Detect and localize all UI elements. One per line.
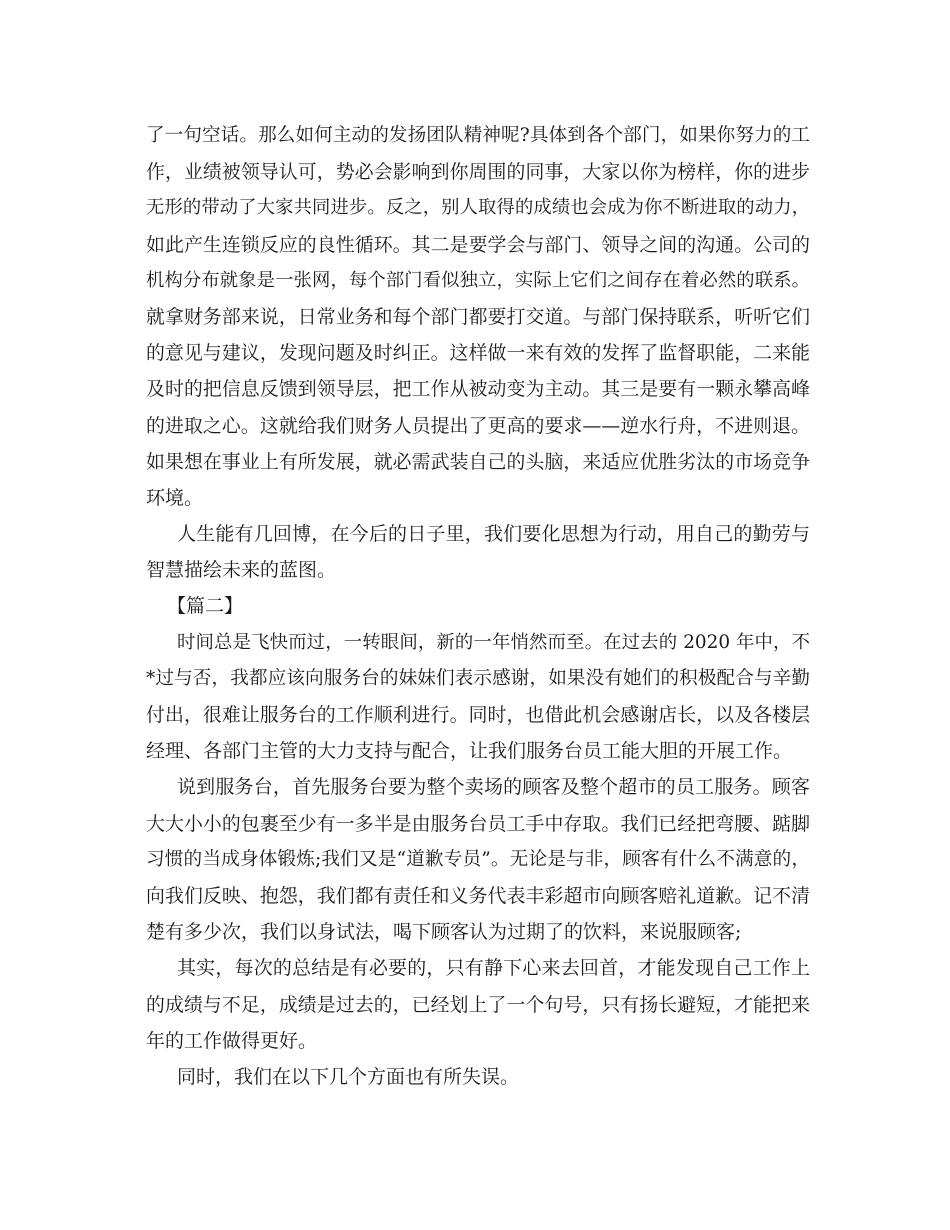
section-heading: 【篇二】: [167, 595, 244, 618]
text-line: 付出，很难让服务台的工作顺利进行。同时，也借此机会感谢店长，以及各楼层: [146, 704, 810, 726]
text-line: 如此产生连锁反应的良性循环。其二是要学会与部门、领导之间的沟通。公司的: [146, 233, 810, 256]
text-line: 经理、各部门主管的大力支持与配合，让我们服务台员工能大胆的开展工作。: [146, 740, 793, 763]
paragraph-first-line: 同时，我们在以下几个方面也有所失误。: [177, 1065, 520, 1088]
text-line: 的成绩与不足，成绩是过去的，已经划上了一个句号，只有扬长避短，才能把来: [146, 993, 810, 1016]
text-line: 的意见与建议，发现问题及时纠正。这样做一来有效的发挥了监督职能，二来能: [146, 342, 810, 365]
paragraph-first-line: 其实，每次的总结是有必要的，只有静下心来去回首，才能发现自己工作上: [177, 957, 810, 980]
paragraph-first-line: 说到服务台，首先服务台要为整个卖场的顾客及整个超市的员工服务。顾客: [177, 776, 810, 799]
text-line: 无形的带动了大家共同进步。反之，别人取得的成绩也会成为你不断进取的动力，: [146, 197, 810, 219]
text-line: 环境。: [146, 486, 204, 509]
text-line: 大大小小的包裹至少有一多半是由服务台员工手中存取。我们已经把弯腰、踮脚: [146, 812, 810, 835]
paragraph-first-line: 人生能有几回博，在今后的日子里，我们要化思想为行动，用自己的勤劳与: [177, 523, 810, 546]
text-line: 机构分布就象是一张网，每个部门看似独立，实际上它们之间存在着必然的联系。: [146, 269, 810, 291]
text-line: 向我们反映、抱怨，我们都有责任和义务代表丰彩超市向顾客赔礼道歉。记不清: [146, 884, 810, 907]
text-line: 年的工作做得更好。: [146, 1029, 318, 1052]
paragraph-first-line: 时间总是飞快而过，一转眼间，新的一年悄然而至。在过去的 2020 年中，不: [177, 631, 810, 653]
text-line: 了一句空话。那么如何主动的发扬团队精神呢?具体到各个部门，如果你努力的工: [146, 125, 810, 146]
text-line: 楚有多少次，我们以身试法，喝下顾客认为过期了的饮料，来说服顾客;: [146, 921, 742, 944]
text-line: 习惯的当成身体锻炼;我们又是“道歉专员”。无论是与非，顾客有什么不满意的，: [146, 848, 810, 870]
text-line: 的进取之心。这就给我们财务人员提出了更高的要求——逆水行舟，不进则退。: [146, 414, 810, 437]
text-line: 智慧描绘未来的蓝图。: [146, 559, 337, 582]
text-line: 作，业绩被领导认可，势必会影响到你周围的同事，大家以你为榜样，你的进步: [146, 161, 810, 184]
text-line: 如果想在事业上有所发展，就必需武装自己的头脑，来适应优胜劣汰的市场竞争: [146, 450, 810, 473]
text-line: 及时的把信息反馈到领导层，把工作从被动变为主动。其三是要有一颗永攀高峰: [146, 378, 810, 401]
document-body: [146, 118, 810, 1095]
text-line: 就拿财务部来说，日常业务和每个部门都要打交道。与部门保持联系，听听它们: [146, 305, 810, 328]
text-line: *过与否，我都应该向服务台的妹妹们表示感谢，如果没有她们的积极配合与辛勤: [146, 667, 810, 689]
